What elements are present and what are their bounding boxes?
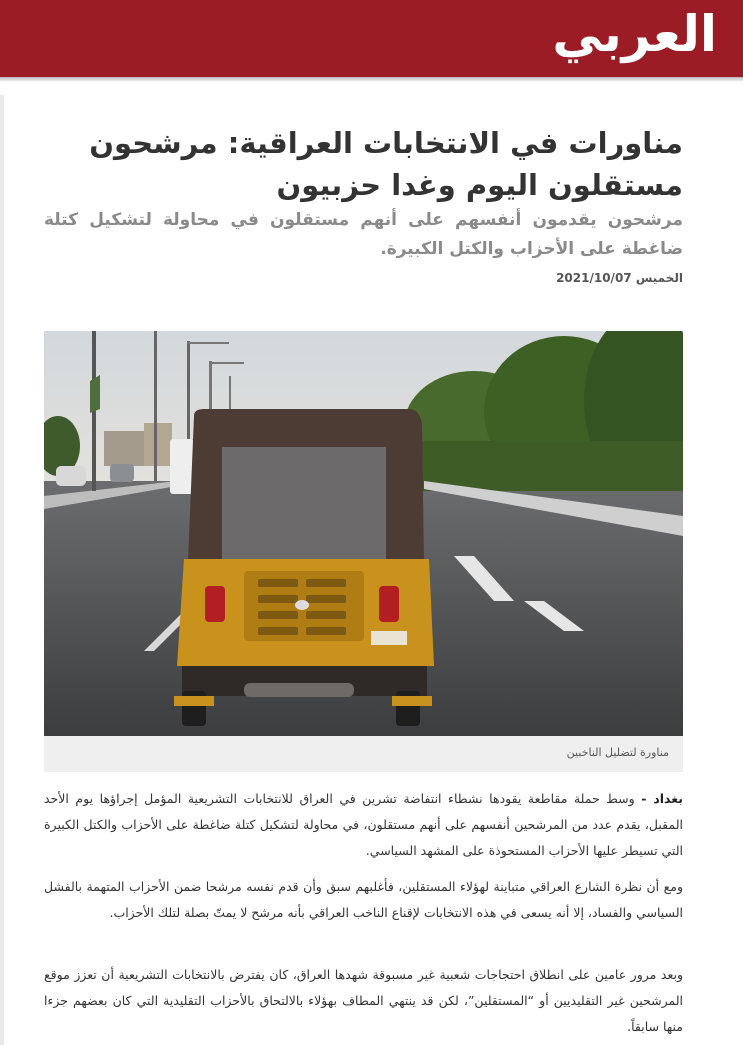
logo-text: العربي [552,5,717,63]
image-caption-bar [44,736,683,772]
site-header [0,0,743,77]
article-paragraph-1 [44,786,683,864]
article-date: الخميس 2021/10/07 [556,271,683,285]
header-shadow [0,77,743,82]
page-edge [0,95,4,1045]
article-paragraph-2: ومع أن نظرة الشارع العراقي متباينة لهؤلاء المستقلين، فأغلبهم سبق وأن قدم نفسه مرشحا ضمن الأحزاب المتهمة بالفشل السياسي والفساد، إلا أنه يسعى في هذه الانتخابات لإقناع الناخب العراقي بأنه مرشح لا يمتّ بصلة لتلك الأحزاب. [44,879,683,920]
article-paragraph-3: وبعد مرور عامين على انطلاق احتجاجات شعبية غير مسبوقة شهدها العراق، كان يفترض بالانتخابات التشريعية أن تعزز موقع المرشحين غير التقليديين أو “المستقلين”، لكن قد ينتهي المطاف بهؤلاء بالالتحاق بالأحزاب التقليدية التي كان بعضهم جزءا منها سابقاً. [44,967,683,1034]
paragraph-1-text: وسط حملة مقاطعة يقودها نشطاء انتفاضة تشرين في العراق للانتخابات التشريعية المؤمل إجراؤها يوم الأحد المقبل، يقدم عدد من المرشحين أنفسهم على أنهم مستقلون، في محاولة لتشكيل كتلة ضاغطة على الأحزاب والكتل الكبيرة التي تسيطر عليها الأحزاب المستحوذة على المشهد السياسي. [44,791,683,858]
image-caption: مناورة لتضليل الناخبين [566,746,669,759]
article-title: مناورات في الانتخابات العراقية: مرشحون مستقلون اليوم وغدا حزبيون [89,126,683,202]
site-logo[interactable] [552,6,717,62]
dateline: بغداد - [641,791,683,806]
article-subtitle: مرشحون يقدمون أنفسهم على أنهم مستقلون في محاولة لتشكيل كتلة ضاغطة على الأحزاب والكتل الكبيرة. [44,210,683,259]
article-photo [44,331,683,736]
tuktuk-photo-illustration [44,331,683,736]
